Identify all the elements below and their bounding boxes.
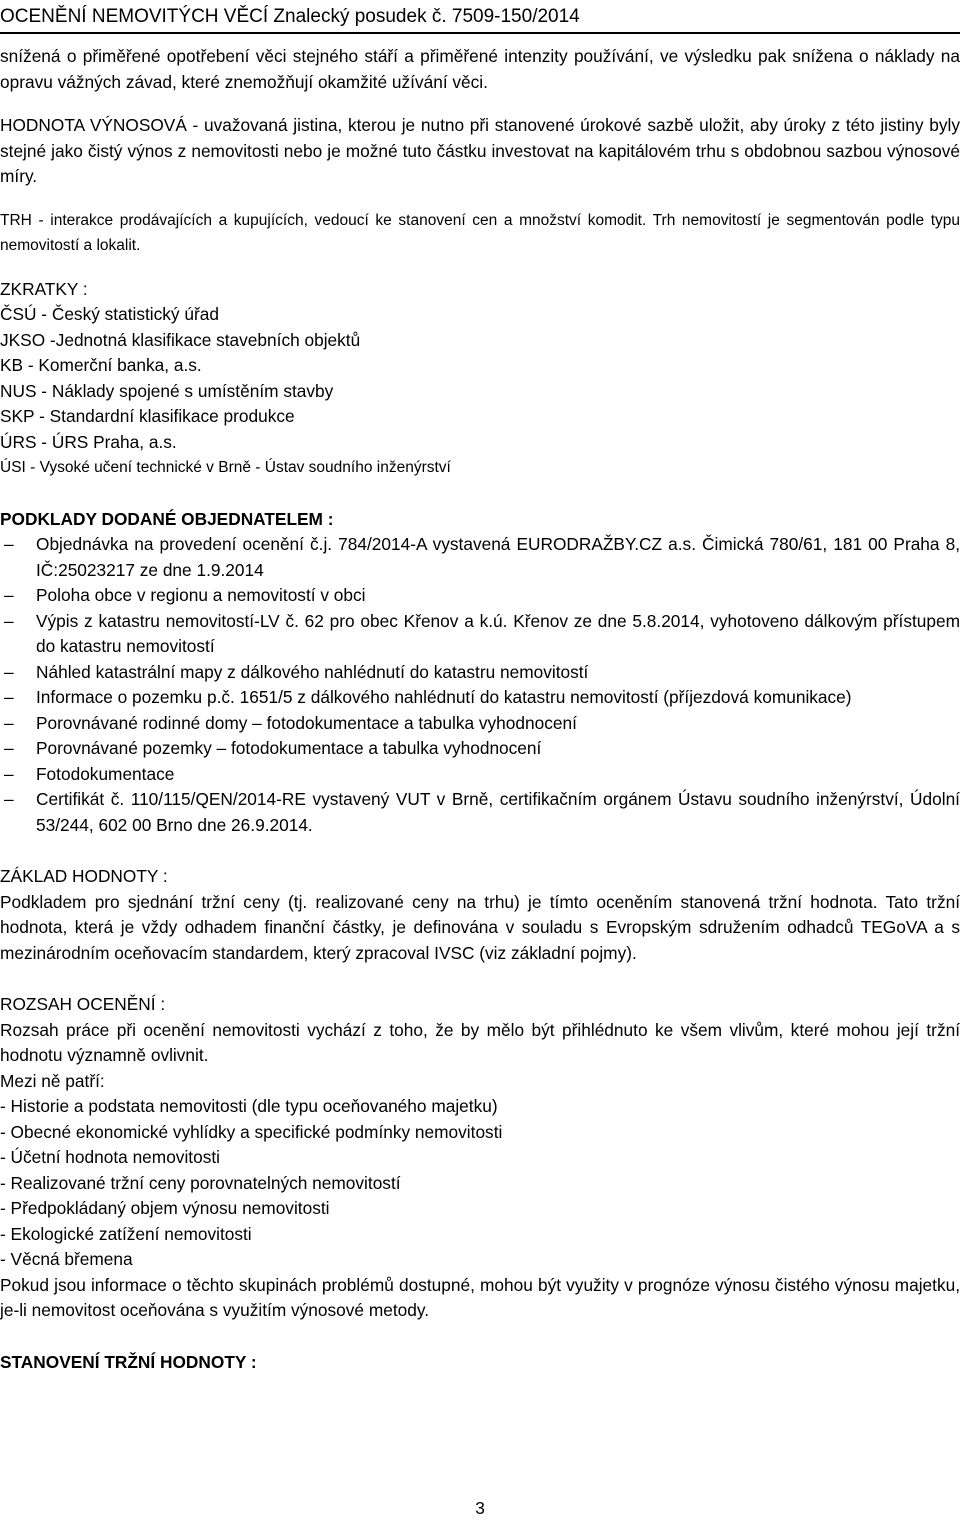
scope-text: Rozsah práce při ocenění nemovitosti vychází z toho, že by mělo být přihlédnuto ke všem vlivům, které mohou její tržní hodnotu významně ovlivnit.	[0, 1019, 960, 1065]
scope-closing: Pokud jsou informace o těchto skupinách problémů dostupné, mohou být využity v prognóze výnosu čistého výnosu majetku, je-li nemovitost oceňována s využitím výnosové metody.	[0, 1274, 960, 1320]
abbreviation-item: ÚSI - Vysoké učení technické v Brně - Ústav soudního inženýrství	[0, 459, 451, 476]
abbreviation-item: ČSÚ - Český statistický úřad	[0, 304, 219, 324]
list-item: – Výpis z katastru nemovitostí-LV č. 62 pro obec Křenov a k.ú. Křenov ze dne 5.8.2014, vyhotoveno dálkovým přístupem do katastru nemovitostí	[4, 610, 960, 656]
intro-paragraph: snížená o přiměřené opotřebení věci stejného stáří a přiměřené intenzity používání, ve výsledku pak snížena o náklady na opravu vážných závad, které znemožňují okamžité užívání věci.	[0, 46, 960, 92]
list-item: - Realizované tržní ceny porovnatelných nemovitostí	[0, 1172, 401, 1193]
list-item: – Náhled katastrální mapy z dálkového nahlédnutí do katastru nemovitostí	[4, 661, 589, 682]
abbreviation-item: SKP - Standardní klasifikace produkce	[0, 406, 295, 426]
scope-heading: ROZSAH OCENĚNÍ :	[0, 994, 166, 1014]
market-definition-paragraph: TRH - interakce prodávajících a kupujících, vedoucí ke stanovení cen a množství komodit. Trh nemovitostí je segmentován podle typu nemovitostí a lokalit.	[0, 211, 960, 254]
list-item: - Ekologické zatížení nemovitosti	[0, 1223, 252, 1244]
list-item: – Fotodokumentace	[4, 763, 175, 784]
page-number: 3	[475, 1498, 485, 1518]
list-item: – Porovnávané rodinné domy – fotodokumentace a tabulka vyhodnocení	[4, 712, 577, 733]
page-header	[0, 4, 960, 34]
header-title: OCENĚNÍ NEMOVITÝCH VĚCÍ Znalecký posudek č. 7509-150/2014	[0, 6, 580, 27]
list-item: - Obecné ekonomické vyhlídky a specifické podmínky nemovitosti	[0, 1121, 503, 1142]
list-item: - Předpokládaný objem výnosu nemovitosti	[0, 1198, 330, 1218]
list-item: – Porovnávané pozemky – fotodokumentace a tabulka vyhodnocení	[4, 738, 542, 758]
list-item: - Účetní hodnota nemovitosti	[0, 1147, 220, 1167]
basis-section	[0, 864, 960, 966]
page-content	[0, 44, 960, 1375]
basis-text: Podkladem pro sjednání tržní ceny (tj. realizované ceny na trhu) je tímto oceněním stanovená tržní hodnota. Tato tržní hodnota, která je vždy odhadem finanční částky, je definována v souladu s Evropským sdružením odhadců TEGoVA a s mezinárodním oceňovacím standardem, který zpracoval IVSC (viz základní pojmy).	[0, 891, 960, 963]
scope-among: Mezi ně patří:	[0, 1070, 105, 1091]
abbreviation-item: NUS - Náklady spojené s umístěním stavby	[0, 380, 334, 401]
abbreviation-item: ÚRS - ÚRS Praha, a.s.	[0, 431, 177, 452]
list-item: – Poloha obce v regionu a nemovitostí v obci	[4, 585, 366, 605]
documents-heading: PODKLADY DODANÉ OBJEDNATELEM :	[0, 508, 334, 529]
basis-heading: ZÁKLAD HODNOTY :	[0, 866, 168, 886]
list-item: - Historie a podstata nemovitosti (dle typu oceňovaného majetku)	[0, 1096, 498, 1116]
abbreviations-section	[0, 277, 960, 481]
scope-section	[0, 992, 960, 1324]
documents-list	[0, 532, 960, 838]
abbreviation-item: JKSO -Jednotná klasifikace stavebních objektů	[0, 329, 361, 350]
market-value-heading: STANOVENÍ TRŽNÍ HODNOTY :	[0, 1351, 257, 1372]
list-item: – Informace o pozemku p.č. 1651/5 z dálkového nahlédnutí do katastru nemovitostí (příjezdová komunikace)	[4, 687, 852, 707]
documents-section	[0, 507, 960, 839]
list-item: - Věcná břemena	[0, 1249, 133, 1269]
list-item: – Objednávka na provedení ocenění č.j. 784/2014-A vystavená EURODRAŽBY.CZ a.s. Čimická 780/61, 181 00 Praha 8, IČ:25023217 ze dne 1.9.2014	[4, 534, 960, 580]
abbreviations-heading: ZKRATKY :	[0, 278, 88, 299]
list-item: – Certifikát č. 110/115/QEN/2014-RE vystavený VUT v Brně, certifikačním orgánem Ústavu soudního inženýrství, Údolní 53/244, 602 00 Brno dne 26.9.2014.	[4, 789, 960, 835]
income-value-paragraph: HODNOTA VÝNOSOVÁ - uvažovaná jistina, kterou je nutno při stanovené úrokové sazbě uložit, aby úroky z této jistiny byly stejné jako čistý výnos z nemovitosti nebo je možné tuto částku investovat na kapitálovém trhu s obdobnou sazbou výnosové míry.	[0, 115, 960, 186]
abbreviation-item: KB - Komerční banka, a.s.	[0, 355, 202, 375]
